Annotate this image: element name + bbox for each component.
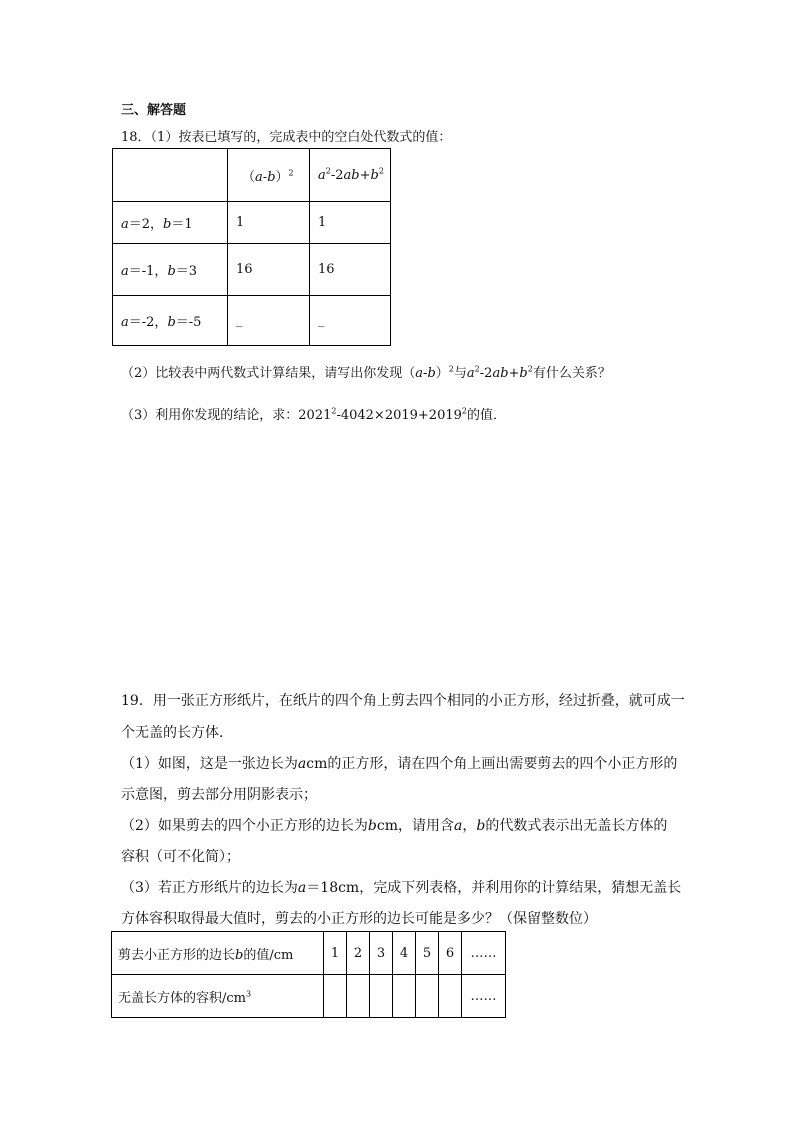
q19-line8: 方体容积取得最大值时，剪去的小正方形的边长可能是多少？（保留整数位） <box>121 911 597 927</box>
section-title: 三、解答题 <box>121 103 187 118</box>
q18-row2-v2: 16 <box>310 244 391 296</box>
q19-vol-6[interactable] <box>439 975 462 1018</box>
q18-row3-label: a＝-2，b＝-5 <box>113 296 228 346</box>
q18-row3-v1[interactable]: _ <box>228 296 310 346</box>
q18-header-col1: $(a-b)^2$ <box>228 149 310 202</box>
q18-part2: （2）比较表中两代数式计算结果，请写出你发现$(a-b)^2$与$a^2-2ab+b^2$有什么关系？ <box>121 364 611 381</box>
q18-table <box>112 148 391 346</box>
q19-vol-3[interactable] <box>370 975 393 1018</box>
q18-row1-v1: 1 <box>228 202 310 244</box>
q18-header-col2: $a^2-2ab+b^2$ <box>310 149 391 202</box>
q19-col-6: 6 <box>439 932 462 975</box>
q19-col-5: 5 <box>416 932 439 975</box>
q19-line1: 19．用一张正方形纸片，在纸片的四个角上剪去四个相同的小正方形，经过折叠，就可成一 <box>121 693 685 709</box>
q18-header-empty <box>113 149 228 202</box>
q19-col-ellipsis: …… <box>462 932 506 975</box>
q19-vol-4[interactable] <box>393 975 416 1018</box>
q19-col-2: 2 <box>347 932 370 975</box>
q19-col-1: 1 <box>324 932 347 975</box>
q19-col-4: 4 <box>393 932 416 975</box>
q19-vol-1[interactable] <box>324 975 347 1018</box>
q19-line6: 容积（可不化简）； <box>121 849 240 865</box>
q18-row3-v2[interactable]: _ <box>310 296 391 346</box>
q19-line2: 个无盖的长方体． <box>121 725 233 741</box>
q19-vol-5[interactable] <box>416 975 439 1018</box>
q18-part1: 18．（1）按表已填写的，完成表中的空白处代数式的值： <box>121 130 452 145</box>
q19-line5: （2）如果剪去的四个小正方形的边长为bcm，请用含a，b的代数式表示出无盖长方体的 <box>121 818 668 834</box>
q19-line7: （3）若正方形纸片的边长为a＝18cm，完成下列表格，并利用你的计算结果，猜想无盖长 <box>121 880 682 896</box>
q19-row1-label: 剪去小正方形的边长b的值/cm <box>112 932 324 975</box>
q18-part3: （3）利用你发现的结论，求：$2021^2-4042\times 2019+2019^2$的值． <box>121 406 506 423</box>
q19-line4: 示意图，剪去部分用阴影表示； <box>121 787 317 803</box>
q19-vol-2[interactable] <box>347 975 370 1018</box>
q18-row2-v1: 16 <box>228 244 310 296</box>
q19-line3: （1）如图，这是一张边长为acm的正方形，请在四个角上画出需要剪去的四个小正方形的 <box>121 756 678 772</box>
q19-col-3: 3 <box>370 932 393 975</box>
q18-row1-v2: 1 <box>310 202 391 244</box>
q19-row2-label: 无盖长方体的容积$/cm^3$ <box>112 975 324 1018</box>
q18-row2-label: a＝-1，b＝3 <box>113 244 228 296</box>
q18-row1-label: a＝2，b＝1 <box>113 202 228 244</box>
q19-vol-ellipsis: …… <box>462 975 506 1018</box>
q19-table <box>111 931 506 1018</box>
